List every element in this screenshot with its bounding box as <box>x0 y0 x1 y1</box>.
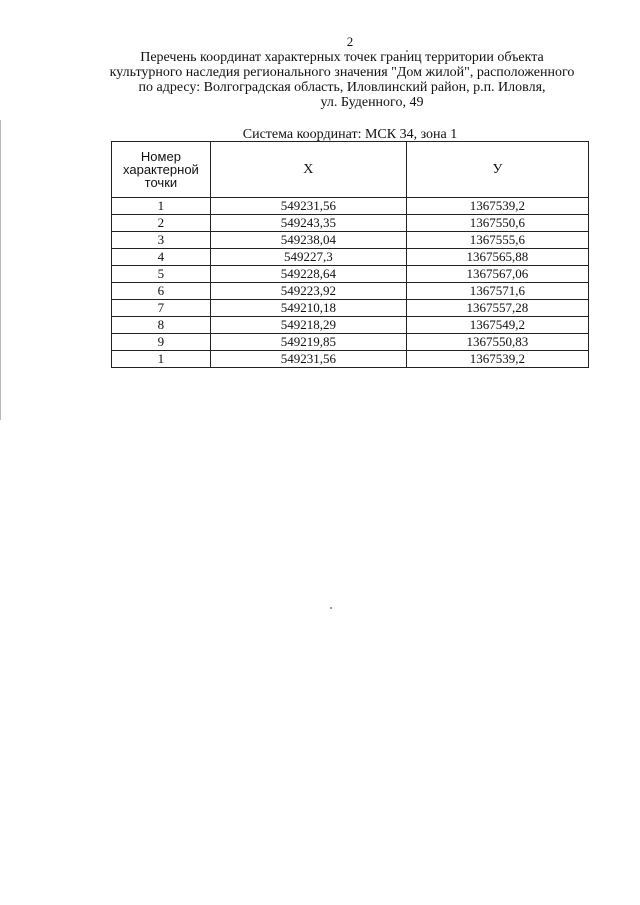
cell-point-number: 8 <box>112 317 211 334</box>
cell-y: 1367539,2 <box>406 198 588 215</box>
cell-point-number: 7 <box>112 300 211 317</box>
cell-point-number: 1 <box>112 198 211 215</box>
cell-x: 549238,04 <box>210 232 406 249</box>
table-row <box>112 317 589 334</box>
cell-x: 549231,56 <box>210 198 406 215</box>
cell-x: 549223,92 <box>210 283 406 300</box>
cell-x: 549219,85 <box>210 334 406 351</box>
cell-x: 549218,29 <box>210 317 406 334</box>
cell-y: 1367557,28 <box>406 300 588 317</box>
cell-point-number: 6 <box>112 283 211 300</box>
cell-y: 1367565,88 <box>406 249 588 266</box>
cell-y: 1367550,83 <box>406 334 588 351</box>
cell-x: 549227,3 <box>210 249 406 266</box>
cell-y: 1367539,2 <box>406 351 588 368</box>
heading-line: культурного наследия регионального значения "Дом жилой", расположенного <box>109 65 575 80</box>
cell-y: 1367567,06 <box>406 266 588 283</box>
table-row <box>112 334 589 351</box>
coordinates-table <box>111 141 589 368</box>
table-row <box>112 215 589 232</box>
cell-y: 1367550,6 <box>406 215 588 232</box>
table-row <box>112 283 589 300</box>
coordinate-system-label: Система координат: МСК 34, зона 1 <box>242 127 458 142</box>
cell-x: 549228,64 <box>210 266 406 283</box>
cell-y: 1367571,6 <box>406 283 588 300</box>
cell-point-number: 1 <box>112 351 211 368</box>
cell-point-number: 9 <box>112 334 211 351</box>
page-number: 2 <box>346 34 354 49</box>
document-heading <box>92 50 592 110</box>
cell-y: 1367555,6 <box>406 232 588 249</box>
cell-x: 549243,35 <box>210 215 406 232</box>
table-row <box>112 249 589 266</box>
scan-edge-mark <box>0 120 1 420</box>
header-y: У <box>406 142 588 198</box>
cell-y: 1367549,2 <box>406 317 588 334</box>
table-row <box>112 232 589 249</box>
header-x: Х <box>210 142 406 198</box>
heading-line: Перечень координат характерных точек границ территории объекта <box>140 50 544 65</box>
cell-x: 549210,18 <box>210 300 406 317</box>
heading-line: по адресу: Волгоградская область, Иловлинский район, р.п. Иловля, <box>138 80 546 95</box>
cell-point-number: 2 <box>112 215 211 232</box>
header-point-number: Номер характерной точки <box>112 142 211 198</box>
table-row <box>112 351 589 368</box>
cell-point-number: 5 <box>112 266 211 283</box>
heading-line: ул. Буденного, 49 <box>320 95 424 110</box>
cell-point-number: 3 <box>112 232 211 249</box>
cell-point-number: 4 <box>112 249 211 266</box>
table-row <box>112 198 589 215</box>
table-row <box>112 266 589 283</box>
scan-speck <box>330 607 332 609</box>
table-row <box>112 300 589 317</box>
cell-x: 549231,56 <box>210 351 406 368</box>
table-header-row <box>112 142 589 198</box>
